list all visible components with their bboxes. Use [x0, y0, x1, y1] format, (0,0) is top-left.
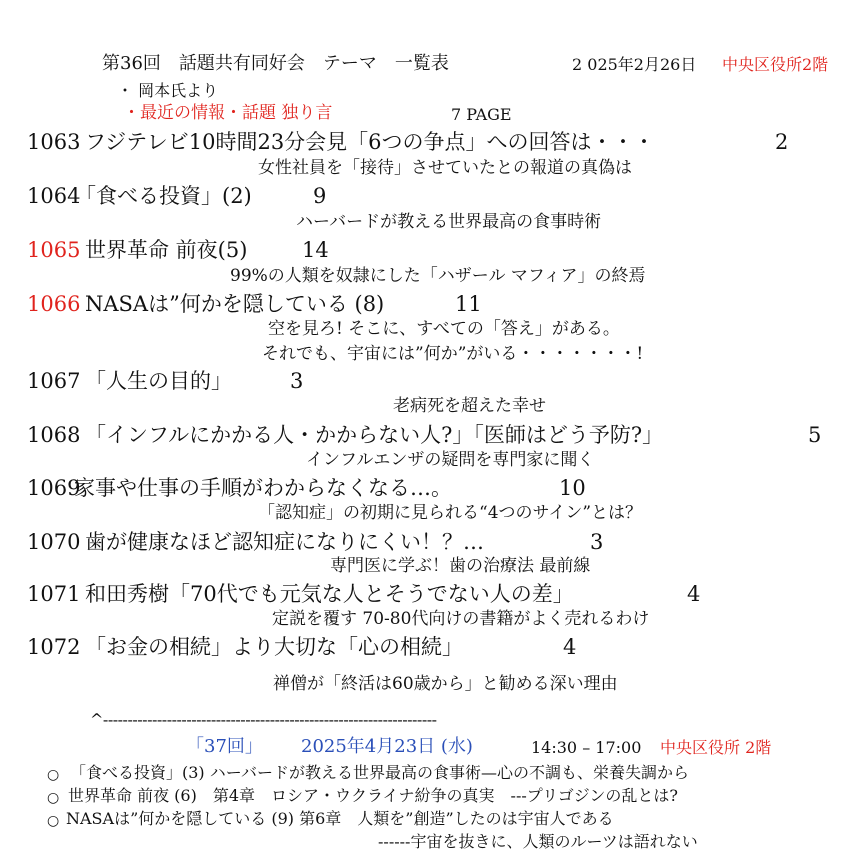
item-pages: 4: [563, 635, 577, 659]
item-pages: 5: [808, 423, 822, 447]
item-number: 1070: [27, 530, 81, 554]
item-subtitle: 空を見ろ! そこに、すべての「答え」がある。: [268, 319, 620, 339]
section-divider: ^--------------------------------------------------------------------: [90, 710, 437, 729]
meeting-date: 2 025年2月26日: [572, 55, 697, 74]
item-subtitle: 禅僧が「終活は60歳から」と勧める深い理由: [273, 674, 618, 694]
item-title: 和田秀樹「70代でも元気な人とそうでない人の差」: [85, 582, 574, 606]
item-title: フジテレビ10時間23分会見「6つの争点」への回答は・・・: [85, 130, 655, 154]
item-number: 1069: [27, 476, 81, 500]
item-subtitle: インフルエンザの疑問を専門家に聞く: [306, 450, 595, 470]
bullet-icon: ○: [47, 767, 60, 783]
next-topic-continuation: ------宇宙を抜きに、人類のルーツは語れない: [378, 832, 698, 851]
item-subtitle: 「認知症」の初期に見られる“4つのサイン”とは？: [258, 503, 643, 523]
item-title: 歯が健康なほど認知症になりにくい！？…: [85, 530, 484, 554]
item-subtitle: それでも、宇宙には”何か”がいる・・・・・・・!: [262, 344, 644, 364]
item-title: 「お金の相続」より大切な「心の相続」: [85, 635, 463, 659]
item-number: 1067: [27, 369, 81, 393]
item-pages: 9: [313, 184, 327, 208]
next-topic: 「食べる投資」(3) ハーバードが教える世界最高の食事術—心の不調も、栄養失調から: [70, 763, 689, 782]
item-pages: 3: [590, 530, 604, 554]
item-title: 「食べる投資」(2): [75, 184, 252, 208]
item-subtitle: 女性社員を「接待」させていたとの報道の真偽は: [258, 158, 632, 178]
item-title: NASAは”何かを隠している (8): [85, 292, 385, 316]
next-topic: 世界革命 前夜 (6) 第4章 ロシア・ウクライナ紛争の真実 ---プリゴジンの乱とは?: [68, 786, 678, 805]
meeting-venue: 中央区役所2階: [722, 55, 829, 74]
from-line: ・ 岡本氏より: [117, 81, 219, 100]
item-pages: 11: [455, 292, 482, 316]
item-subtitle: 専門医に学ぶ！歯の治療法 最前線: [330, 556, 591, 576]
item-number: 1064: [27, 184, 81, 208]
item-title: 「人生の目的」: [85, 369, 232, 393]
item-title: 「インフルにかかる人・かからない人?」「医師はどう予防?」: [85, 423, 664, 447]
item-pages: 4: [687, 582, 701, 606]
item-number: 1071: [27, 582, 81, 606]
page-count: 7 PAGE: [451, 105, 512, 124]
item-number: 1068: [27, 423, 81, 447]
item-title: 世界革命 前夜(5): [85, 238, 248, 262]
next-topic: NASAは”何かを隠している (9) 第6章 人類を”創造”したのは宇宙人である: [66, 809, 614, 828]
item-number: 1066: [27, 292, 81, 316]
document-title: 第36回 話題共有同好会 テーマ 一覧表: [102, 53, 449, 74]
next-meeting-venue: 中央区役所 2階: [660, 738, 772, 757]
item-pages: 3: [290, 369, 304, 393]
bullet-icon: ○: [47, 813, 60, 829]
item-title: 家事や仕事の手順がわからなくなる…。: [74, 476, 452, 500]
item-subtitle: 老病死を超えた幸せ: [393, 396, 546, 416]
item-number: 1072: [27, 635, 81, 659]
item-pages: 14: [302, 238, 329, 262]
item-number: 1063: [27, 130, 81, 154]
item-pages: 2: [775, 130, 789, 154]
next-meeting-label: 「37回」: [186, 736, 263, 757]
bullet-icon: ○: [47, 790, 60, 806]
item-subtitle: ハーバードが教える世界最高の食事時術: [296, 212, 602, 232]
item-subtitle: 定説を覆す 70-80代向けの書籍がよく売れるわけ: [272, 609, 650, 629]
next-meeting-date: 2025年4月23日 (水): [301, 736, 473, 757]
item-number: 1065: [27, 238, 81, 262]
highlight-line: ・最近の情報・話題 独り言: [123, 103, 333, 123]
item-pages: 10: [559, 476, 586, 500]
next-meeting-time: 14:30 – 17:00: [531, 738, 642, 757]
item-subtitle: 99%の人類を奴隷にした「ハザール マフィア」の終焉: [230, 266, 646, 286]
